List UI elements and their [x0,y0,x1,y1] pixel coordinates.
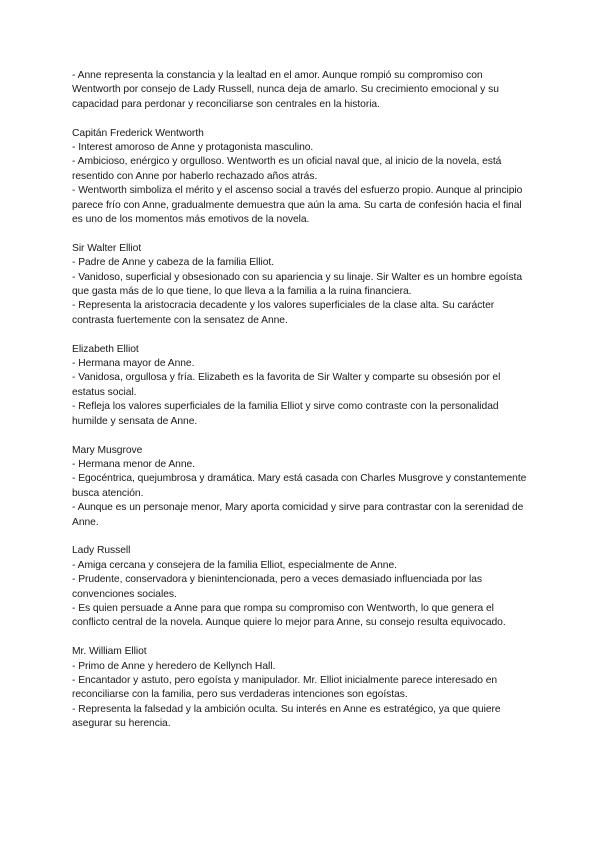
body-line: - Anne representa la constancia y la lealtad en el amor. Aunque rompió su compromiso con Wentworth por consejo de Lady Russell, nunca deja de amarlo. Su crecimiento emocional y su capacidad para perdonar y reconciliarse son centrales en la historia. [72,70,499,110]
body-line: - Encantador y astuto, pero egoísta y manipulador. Mr. Elliot inicialmente parece interesado en reconciliarse con la familia, pero sus verdaderas intenciones son egoístas. [72,674,498,701]
section-wentworth [72,127,532,228]
body-line: - Vanidosa, orgullosa y fría. Elizabeth es la favorita de Sir Walter y comparte su obsesión por el estatus social. [72,372,501,398]
body-line: - Interest amoroso de Anne y protagonista masculino. [72,142,314,154]
section-mary [72,444,532,530]
body-line: - Vanidoso, superficial y obsesionado con su apariencia y su linaje. Sir Walter es un hombre egoísta que gasta más de lo que tiene, lo que lleva a la familia a la ruina financiera. [72,271,523,298]
body-line: - Hermana menor de Anne. [72,458,196,470]
body-line: - Primo de Anne y heredero de Kellynch Hall. [72,660,276,672]
body-line: - Refleja los valores superficiales de la familia Elliot y sirve como contraste con la personalidad humilde y sensata de Anne. [72,401,499,427]
body-line: - Ambicioso, enérgico y orgulloso. Wentworth es un oficial naval que, al inicio de la novela, está resentido con Anne por haberlo rechazado años atrás. [72,156,502,182]
section-heading: Elizabeth Elliot [72,343,139,355]
body-line: - Padre de Anne y cabeza de la familia Elliot. [72,257,275,269]
section-sir-walter [72,242,532,328]
section-heading: Capitán Frederick Wentworth [72,127,204,139]
section-elizabeth [72,343,532,429]
body-line: - Egocéntrica, quejumbrosa y dramática. Mary está casada con Charles Musgrove y constantemente busca atención. [72,473,527,499]
body-line: - Es quien persuade a Anne para que rompa su compromiso con Wentworth, lo que genera el conflicto central de la novela. Aunque quiere lo mejor para Anne, su consejo resulta equivocado. [72,602,506,629]
section-lady-russell [72,544,532,630]
body-line: - Representa la aristocracia decadente y los valores superficiales de la clase alta. Su carácter contrasta fuertemente con la sensatez de Anne. [72,300,495,326]
section-heading: Mary Musgrove [72,444,143,456]
section-heading: Sir Walter Elliot [72,242,142,254]
body-line: - Wentworth simboliza el mérito y el ascenso social a través del esfuerzo propio. Aunque al principio parece frío con Anne, gradualmente demuestra que aún la ama. Su carta de confesión hacia el final es uno de los momentos más emotivos de la novela. [72,185,523,226]
body-line: - Representa la falsedad y la ambición oculta. Su interés en Anne es estratégico, ya que quiere asegurar su herencia. [72,703,501,730]
section-heading: Mr. William Elliot [72,646,147,658]
body-line: - Prudente, conservadora y bienintencionada, pero a veces demasiado influenciada por las convenciones sociales. [72,574,483,600]
body-line: - Aunque es un personaje menor, Mary aporta comicidad y sirve para contrastar con la serenidad de Anne. [72,502,524,528]
section-anne-continued [72,69,532,112]
section-heading: Lady Russell [72,545,131,557]
body-line: - Hermana mayor de Anne. [72,358,195,370]
section-william-elliot [72,645,532,731]
body-line: - Amiga cercana y consejera de la familia Elliot, especialmente de Anne. [72,559,397,571]
document-body [72,69,532,746]
